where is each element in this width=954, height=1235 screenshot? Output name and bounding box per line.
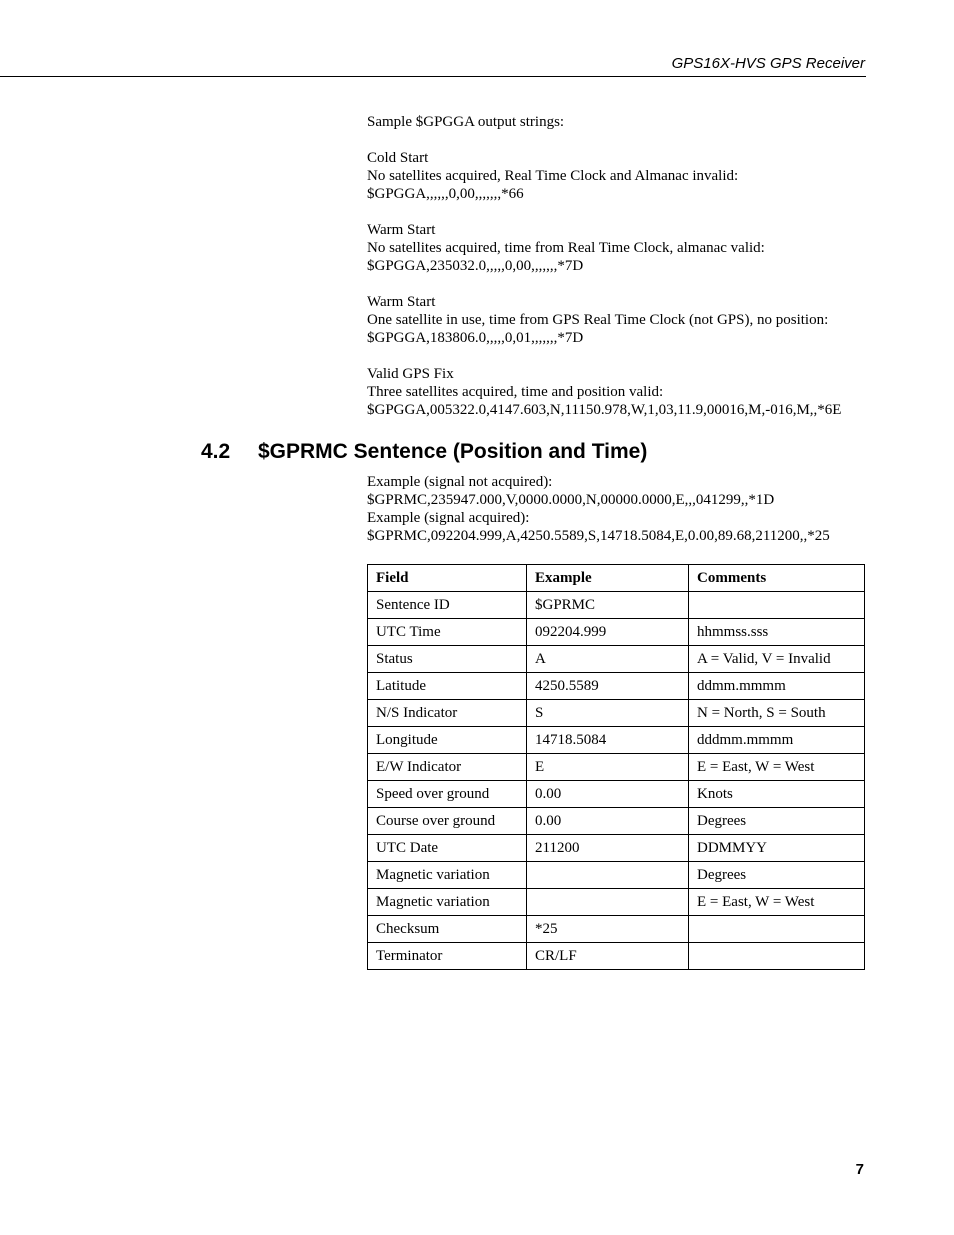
header-rule (0, 76, 866, 77)
field-cell: N/S Indicator (368, 700, 527, 727)
comments-cell: N = North, S = South (689, 700, 865, 727)
comments-cell: A = Valid, V = Invalid (689, 646, 865, 673)
field-cell: Sentence ID (368, 592, 527, 619)
sample-string: $GPGGA,235032.0,,,,,0,00,,,,,,,*7D (367, 258, 584, 274)
example-cell: S (527, 700, 689, 727)
sample-string: $GPGGA,,,,,,0,00,,,,,,,*66 (367, 186, 524, 202)
header-comments: Comments (689, 565, 865, 592)
field-cell: UTC Date (368, 835, 527, 862)
example-cell: $GPRMC (527, 592, 689, 619)
gprmc-field-table (367, 564, 865, 970)
field-cell: E/W Indicator (368, 754, 527, 781)
table-header-row (368, 565, 865, 592)
comments-cell: Knots (689, 781, 865, 808)
example-cell (527, 862, 689, 889)
sample-valid-fix (367, 365, 877, 419)
table-row (368, 862, 865, 889)
table-row (368, 808, 865, 835)
example-string: $GPRMC,235947.000,V,0000.0000,N,00000.0000,E,,,041299,,*1D (367, 492, 775, 508)
comments-cell: Degrees (689, 862, 865, 889)
table-row (368, 754, 865, 781)
comments-cell: DDMMYY (689, 835, 865, 862)
field-cell: Checksum (368, 916, 527, 943)
example-string: $GPRMC,092204.999,A,4250.5589,S,14718.5084,E,0.00,89.68,211200,,*25 (367, 528, 830, 544)
header-example: Example (527, 565, 689, 592)
example-cell: *25 (527, 916, 689, 943)
comments-cell (689, 916, 865, 943)
example-cell: A (527, 646, 689, 673)
sample-description: One satellite in use, time from GPS Real Time Clock (not GPS), no position: (367, 312, 829, 328)
table-row (368, 889, 865, 916)
comments-cell: E = East, W = West (689, 889, 865, 916)
example-cell (527, 889, 689, 916)
sample-heading: Cold Start (367, 150, 429, 166)
field-cell: Magnetic variation (368, 862, 527, 889)
sample-description: No satellites acquired, Real Time Clock and Almanac invalid: (367, 168, 739, 184)
comments-cell (689, 943, 865, 970)
field-cell: Course over ground (368, 808, 527, 835)
example-cell: E (527, 754, 689, 781)
section-heading (201, 439, 647, 465)
example-cell: 0.00 (527, 781, 689, 808)
field-cell: UTC Time (368, 619, 527, 646)
field-cell: Status (368, 646, 527, 673)
example-cell: 4250.5589 (527, 673, 689, 700)
table-row (368, 943, 865, 970)
sample-description: Three satellites acquired, time and position valid: (367, 384, 664, 400)
comments-cell: hhmmss.sss (689, 619, 865, 646)
table-row (368, 835, 865, 862)
table-row (368, 592, 865, 619)
gpgga-samples (367, 113, 877, 419)
comments-cell: E = East, W = West (689, 754, 865, 781)
field-cell: Latitude (368, 673, 527, 700)
example-label: Example (signal acquired): (367, 510, 530, 526)
table-row (368, 673, 865, 700)
header-field: Field (368, 565, 527, 592)
comments-cell: ddmm.mmmm (689, 673, 865, 700)
example-cell: 211200 (527, 835, 689, 862)
sample-warm-start-1 (367, 221, 877, 275)
comments-cell: Degrees (689, 808, 865, 835)
example-label: Example (signal not acquired): (367, 474, 553, 490)
table-row (368, 646, 865, 673)
comments-cell: dddmm.mmmm (689, 727, 865, 754)
field-cell: Longitude (368, 727, 527, 754)
gprmc-examples (367, 473, 877, 545)
table-row (368, 700, 865, 727)
field-cell: Speed over ground (368, 781, 527, 808)
sample-warm-start-2 (367, 293, 877, 347)
table-row (368, 727, 865, 754)
example-cell: 0.00 (527, 808, 689, 835)
sample-description: No satellites acquired, time from Real Time Clock, almanac valid: (367, 240, 765, 256)
table-row (368, 781, 865, 808)
page-number: 7 (855, 1161, 864, 1178)
samples-intro: Sample $GPGGA output strings: (367, 114, 565, 130)
sample-heading: Warm Start (367, 222, 436, 238)
example-cell: 092204.999 (527, 619, 689, 646)
table-row (368, 619, 865, 646)
sample-string: $GPGGA,005322.0,4147.603,N,11150.978,W,1,03,11.9,00016,M,-016,M,,*6E (367, 402, 842, 418)
example-cell: CR/LF (527, 943, 689, 970)
field-cell: Magnetic variation (368, 889, 527, 916)
table-row (368, 916, 865, 943)
sample-cold-start (367, 149, 877, 203)
running-header: GPS16X-HVS GPS Receiver (671, 55, 865, 72)
sample-heading: Valid GPS Fix (367, 366, 454, 382)
comments-cell (689, 592, 865, 619)
section-title: $GPRMC Sentence (Position and Time) (258, 440, 648, 463)
section-number: 4.2 (201, 440, 231, 463)
sample-heading: Warm Start (367, 294, 436, 310)
field-cell: Terminator (368, 943, 527, 970)
sample-string: $GPGGA,183806.0,,,,,0,01,,,,,,,*7D (367, 330, 584, 346)
example-cell: 14718.5084 (527, 727, 689, 754)
